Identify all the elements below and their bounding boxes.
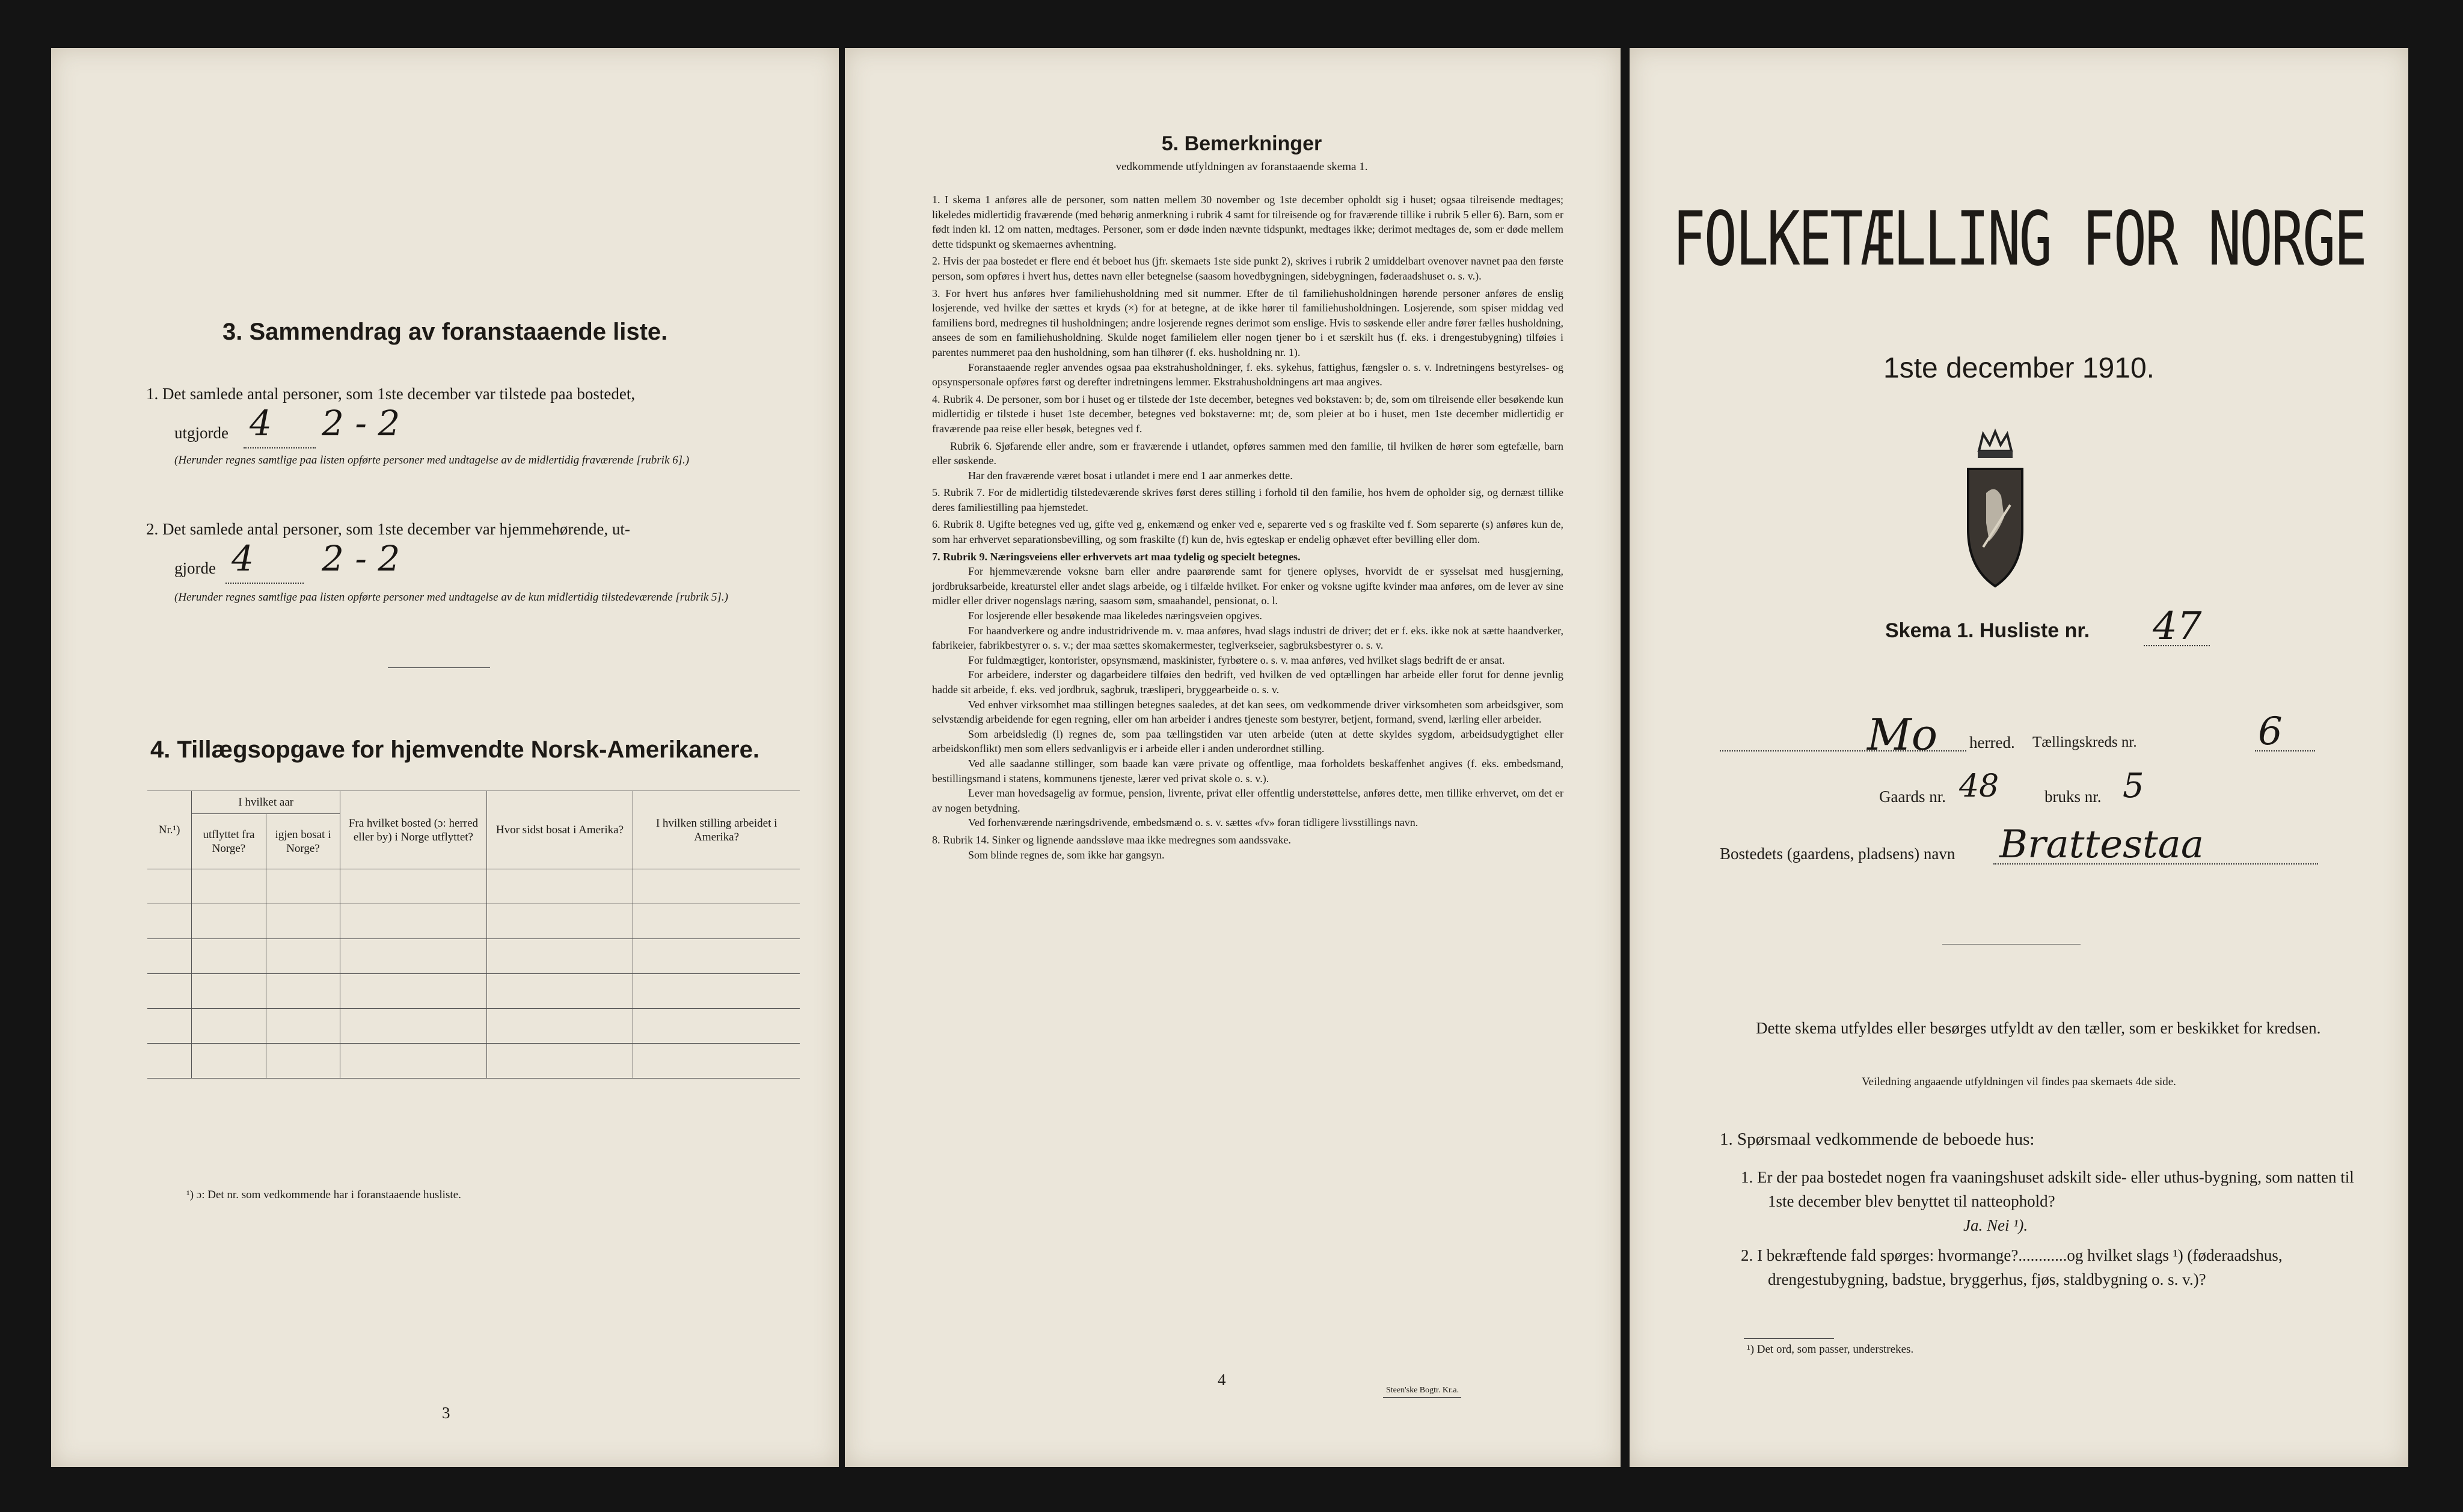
- gaards-label: Gaards nr.: [1879, 788, 1946, 806]
- page-4: [845, 48, 1621, 1467]
- bruks-value: 5: [2123, 767, 2144, 806]
- remark-paragraph: For losjerende eller besøkende maa likeledes næringsveien opgives.: [968, 610, 1262, 622]
- remark-paragraph: 6. Rubrik 8. Ugifte betegnes ved ug, gifte ved g, enkemænd og enker ved e, separerte ved s og fraskilte ved f. Som separerte (s) anføres kun de, som har erhvervet separationsbevilling, og som fraskilte (f) kun de, hvis egteskap er endelig ophævet efter bevilling eller dom.: [932, 518, 1563, 546]
- remark-paragraph: For hjemmeværende voksne barn eller andre paarørende samt for tjenere oplyses, hvorvidt de er sysselsat med husgjerning, jordbruksarbeide, kreaturstel eller andet slags arbeide, og i tilfælde hvilket. For enker og voksne ugifte kvinder maa anføres, om de lever av sine midler eller driver nogenslags næring, saasom søm, smaahandel, pensionat, o. l.: [932, 565, 1563, 607]
- table-row: [147, 939, 800, 974]
- footnote-rule: [1744, 1338, 1834, 1339]
- remark-paragraph: Lever man hovedsagelig av formue, pension, livrente, privat eller offentlig understøttelse, anføres dette, men tillike erhvervet, om det er av nogen betydning.: [932, 787, 1563, 814]
- herred-value: Mo: [1867, 709, 1938, 760]
- page-1: [1630, 48, 2408, 1467]
- th-year-group: I hvilket aar: [192, 791, 340, 814]
- gaards-value: 48: [1959, 768, 1999, 804]
- norsk-amerikanere-table: [147, 791, 800, 1079]
- item1-text: 1. Det samlede antal personer, som 1ste december var tilstede paa bostedet,: [146, 385, 636, 403]
- table-row: [147, 974, 800, 1009]
- bruks-label: bruks nr.: [2044, 788, 2102, 806]
- table-row: [147, 869, 800, 904]
- th-occupation: I hvilken stilling arbeidet i Amerika?: [633, 791, 800, 869]
- th-from-place: Fra hvilket bosted (ɔ: herred eller by) i Norge utflyttet?: [340, 791, 487, 869]
- kreds-label: Tællingskreds nr.: [2032, 734, 2137, 750]
- table-row: [147, 1009, 800, 1044]
- imprint-rule: [1383, 1397, 1461, 1398]
- remark-paragraph: Ved enhver virksomhet maa stillingen betegnes saaledes, at det kan sees, om vedkommende driver virksomheten som arbeidsgiver, som selvstændig arbeidende for egen regning, eller om han arbeider i andres tjeneste som bestyrer, betjent, formand, svend, lærling eller arbeider.: [932, 698, 1563, 726]
- remark-paragraph: 8. Rubrik 14. Sinker og lignende aandssløve maa ikke medregnes som aandssvake.: [932, 833, 1291, 846]
- printer-imprint: Steen'ske Bogtr. Kr.a.: [1386, 1386, 1459, 1395]
- item1-dotline: [244, 447, 316, 448]
- section3-title: 3. Sammendrag av foranstaaende liste.: [222, 319, 668, 345]
- th-nr: Nr.¹): [147, 791, 192, 869]
- item1-breakdown: 2 - 2: [322, 403, 400, 444]
- item2-label: gjorde: [174, 559, 216, 577]
- th-returned: igjen bosat i Norge?: [266, 814, 340, 869]
- remark-paragraph: 3. For hvert hus anføres hver familiehusholdning med sit nummer. Efter de til familiehusholdningen hørende personer anføres de enslig losjerende, ved hvilke der sættes et kryds (×) for at betegne, at de ikke hører til familiehusholdningen. Losjerende, som spiser middag ved familiens bord, medregnes til husholdningen; andre losjerende regnes derimot som enslige. Hvis to søskende eller andre fører fælles husholdning, ansees de som en familiehusholdning. Skulde noget familielem eller nogen tjener bo i et særskilt hus (f. eks. i drengestubygning) tilføies i parentes nummeret paa den husholdning, som han tilhører (f. eks. husholdning nr. 1).: [932, 287, 1563, 358]
- item2-text: 2. Det samlede antal personer, som 1ste december var hjemmehørende, ut-: [146, 520, 630, 538]
- question-1: 1. Er der paa bostedet nogen fra vaaningshuset adskilt side- eller uthus-bygning, som natten til 1ste december blev benyttet til natteophold?: [1741, 1168, 2354, 1210]
- question-1-answer: Ja. Nei ¹).: [1963, 1216, 2028, 1234]
- item2-breakdown: 2 - 2: [322, 538, 400, 579]
- herred-label: herred.: [1969, 733, 2015, 751]
- question-2: 2. I bekræftende fald spørges: hvormange?............og hvilket slags ¹) (føderaadshus, drengestubygning, badstue, bryggerhus, fjøs, staldbygning o. s. v.)?: [1741, 1246, 2283, 1288]
- schema-label: Skema 1. Husliste nr.: [1885, 619, 2090, 642]
- th-emigrated: utflyttet fra Norge?: [192, 814, 266, 869]
- table-row: [147, 1044, 800, 1079]
- page-footnote: ¹) Det ord, som passer, understrekes.: [1747, 1343, 1914, 1356]
- divider: [388, 667, 490, 668]
- page-3: [51, 48, 839, 1467]
- remark-paragraph: Som arbeidsledig (l) regnes de, som paa tællingstiden var uten arbeide (uten at dette skyldes sygdom, arbeidsudygtighet eller arbeidskonflikt) men som ellers sedvanligvis er i arbeide eller i anden underordnet stilling.: [932, 727, 1563, 755]
- remark-paragraph: For fuldmægtiger, kontorister, opsynsmænd, maskinister, fyrbøtere o. s. v. maa anføres, ved hvilket slags bedrift de er ansat.: [968, 653, 1505, 666]
- page-number: 4: [1218, 1371, 1226, 1389]
- remark-paragraph: 2. Hvis der paa bostedet er flere end ét beboet hus (jfr. skemaets 1ste side punkt 2), skrives i rubrik 2 umiddelbart ovenover navnet paa den første person, som opføres i hvert hus, dettes navn eller betegnelse (saasom hovedbygningen, sidebygningen, føderaadshuset o. s. v.).: [932, 255, 1563, 282]
- kreds-value: 6: [2258, 709, 2283, 754]
- husliste-nr-value: 47: [2153, 604, 2202, 649]
- page-number: 3: [442, 1404, 450, 1422]
- item1-label: utgjorde: [174, 424, 229, 442]
- item2-note: (Herunder regnes samtlige paa listen opførte personer med undtagelse av de kun midlertidig tilstedeværende [rubrik 5].): [174, 591, 728, 604]
- remark-paragraph: 7. Rubrik 9. Næringsveiens eller erhvervets art maa tydelig og specielt betegnes.: [932, 550, 1301, 563]
- item1-value: 4: [250, 403, 272, 444]
- remark-paragraph: 5. Rubrik 7. For de midlertidig tilstedeværende skrives først deres stilling i forhold til den familie, hos hvem de opholder sig, og dernæst tillike deres familiestilling paa hjemstedet.: [932, 486, 1563, 513]
- table-row: [147, 904, 800, 939]
- item2-dotline: [225, 583, 304, 584]
- question-heading: 1. Spørsmaal vedkommende de beboede hus:: [1720, 1130, 2035, 1149]
- remark-paragraph: Har den fraværende været bosat i utlandet i mere end 1 aar anmerkes dette.: [968, 469, 1293, 482]
- remark-paragraph: Ved alle saadanne stillinger, som baade kan være private og offentlige, maa forholdets beskaffenhet angives (f. eks. embedsmand, bestillingsmand i statens, kommunens tjeneste, lærer ved privat skole o. s. v.).: [932, 757, 1563, 785]
- remark-paragraph: For arbeidere, inderster og dagarbeidere tilføies den bedrift, ved hvilken de ved optællingen har arbeide eller forut for denne jevnlig hadde sit arbeide, f. eks. ved jordbruk, sagbruk, træsliperi, bryggearbeide o. s. v.: [932, 669, 1563, 696]
- remark-paragraph: Foranstaaende regler anvendes ogsaa paa ekstrahusholdninger, f. eks. sykehus, fattighus, fængsler o. s. v. Indretningens bestyrelses- og opsynspersonale opføres først og derefter indretningens lemmer. Ekstrahusholdningens art maa angives.: [932, 361, 1563, 388]
- th-last-residence: Hvor sidst bosat i Amerika?: [486, 791, 633, 869]
- remark-paragraph: Ved forhenværende næringsdrivende, embedsmænd o. s. v. sættes «fv» foran tidligere livsstillings navn.: [968, 816, 1419, 829]
- item1-note: (Herunder regnes samtlige paa listen opførte personer med undtagelse av de midlertidig fraværende [rubrik 6].): [174, 454, 690, 467]
- bosted-value: Brattestaa: [1999, 822, 2204, 867]
- section4-title: 4. Tillægsopgave for hjemvendte Norsk-Amerikanere.: [150, 736, 759, 763]
- bosted-label: Bostedets (gaardens, pladsens) navn: [1720, 845, 1955, 863]
- norwegian-coat-of-arms-icon: [1962, 427, 2028, 590]
- remark-paragraph: 1. I skema 1 anføres alle de personer, som natten mellem 30 november og 1ste december opholdt sig i huset; ogsaa tilreisende medtages; likeledes midlertidig fraværende (med behørig anmerkning i rubrik 4 samt for tilreisende og for fraværende tillike i rubrik 5 eller 6). Barn, som er født inden kl. 12 om natten, medtages. Personer, som er døde inden nævnte tidspunkt, medtages ikke; derimot medtages de, som er døde mellem dette tidspunkt og skemaernes avhentning.: [932, 194, 1563, 250]
- remarks-subtitle: vedkommende utfyldningen av foranstaaende skema 1.: [1115, 161, 1368, 173]
- remark-paragraph: Som blinde regnes de, som ikke har gangsyn.: [968, 848, 1165, 861]
- remarks-title: 5. Bemerkninger: [1161, 132, 1322, 155]
- table-footnote: ¹) ɔ: Det nr. som vedkommende har i foranstaaende husliste.: [186, 1189, 461, 1201]
- remark-paragraph: For haandverkere og andre industridrivende m. v. maa anføres, hvad slags industri de driver; det er f. eks. ikke nok at sætte haandverker, fabrikeier, fabrikbestyrer o. s. v.; der maa sættes skomakermester, teglverkseier, sagbruksbestyrer o. s. v.: [932, 624, 1563, 652]
- census-date: 1ste december 1910.: [1883, 352, 2155, 384]
- census-title: FOLKETÆLLING FOR NORGE: [1672, 195, 2366, 283]
- remark-paragraph: Rubrik 6. Sjøfarende eller andre, som er fraværende i utlandet, opføres sammen med den familie, til hvilken de hører som egtefælle, barn eller søskende.: [932, 439, 1563, 467]
- instruction-small: Veiledning angaaende utfyldningen vil findes paa skemaets 4de side.: [1862, 1076, 2176, 1088]
- instruction-text: Dette skema utfyldes eller besørges utfyldt av den tæller, som er beskikket for kredsen.: [1756, 1019, 2321, 1037]
- remark-paragraph: 4. Rubrik 4. De personer, som bor i huset og er tilstede der 1ste december, betegnes ved bokstaven: b; de, som om tilreisende eller besøkende kun midlertidig er tilstede i huset 1ste december, betegnes ved bokstaverne: mt; de, som pleier at bo i huset, men 1ste december midlertidig er fraværende paa reise eller besøk, betegnes ved f.: [932, 393, 1563, 435]
- remarks-body: [932, 192, 1563, 862]
- item2-value: 4: [232, 538, 254, 579]
